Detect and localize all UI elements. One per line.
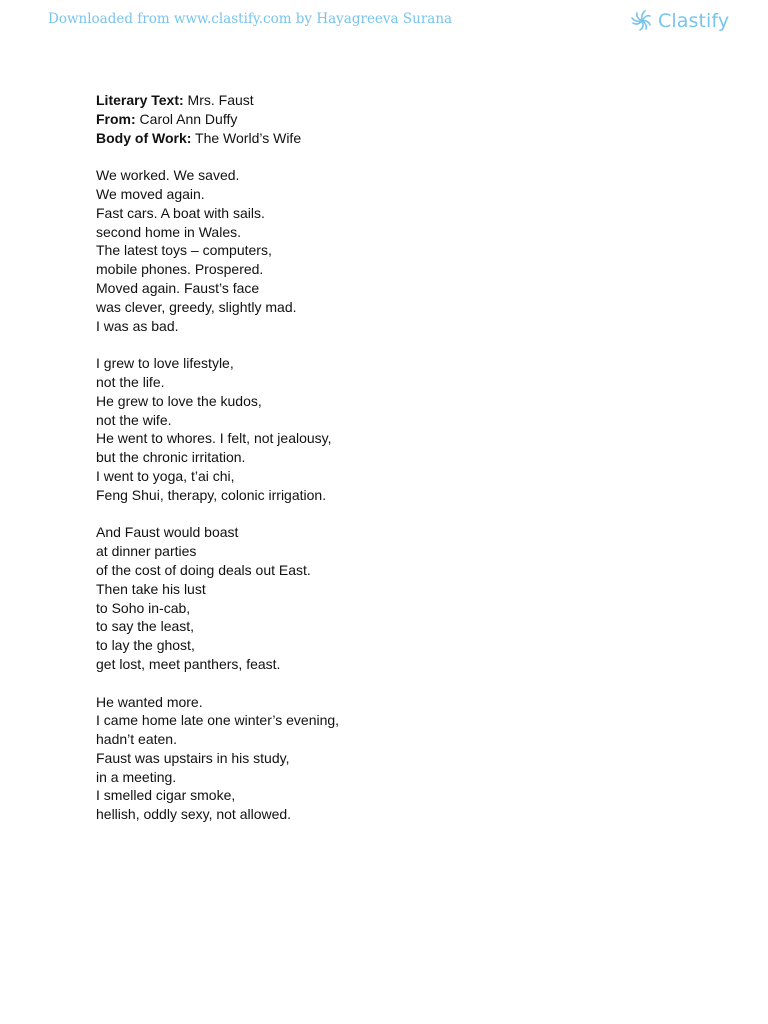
poem-line: And Faust would boast <box>96 524 239 541</box>
poem-line: He wanted more. <box>96 693 203 710</box>
literary-text-label: Literary Text: <box>96 92 184 108</box>
brand-logo[interactable] <box>628 7 729 35</box>
poem-line: He went to whores. I felt, not jealousy, <box>96 430 332 447</box>
poem-line: We moved again. <box>96 185 205 202</box>
poem-line: to Soho in-cab, <box>96 599 191 616</box>
poem-line: second home in Wales. <box>96 223 241 240</box>
poem-line: I smelled cigar smoke, <box>96 787 236 804</box>
literary-text-value: Mrs. Faust <box>183 92 254 108</box>
download-note[interactable]: Downloaded from www.clastify.com by Hayagreeva Surana <box>48 11 453 27</box>
body-of-work-value: The World’s Wife <box>191 129 302 146</box>
poem-line: Faust was upstairs in his study, <box>96 749 290 766</box>
poem-line: to say the least, <box>96 618 195 635</box>
poem-line: mobile phones. Prospered. <box>96 261 264 278</box>
poem <box>96 166 696 824</box>
poem-line: was clever, greedy, slightly mad. <box>96 298 297 315</box>
body-of-work-label: Body of Work: <box>96 129 192 146</box>
poem-line: at dinner parties <box>96 543 197 560</box>
poem-line: Fast cars. A boat with sails. <box>96 204 265 221</box>
poem-line: get lost, meet panthers, feast. <box>96 655 281 672</box>
poem-stanza <box>96 166 696 335</box>
document-meta <box>96 91 696 147</box>
poem-stanza <box>96 693 696 825</box>
poem-line: not the wife. <box>96 411 172 428</box>
document-body <box>96 91 696 824</box>
poem-line: I went to yoga, t’ai chi, <box>96 467 235 484</box>
poem-line: I was as bad. <box>96 317 179 334</box>
from-value: Carol Ann Duffy <box>135 110 238 127</box>
poem-line: but the chronic irritation. <box>96 449 246 466</box>
brand-name: Clastify <box>658 10 730 32</box>
poem-line: to lay the ghost, <box>96 637 195 654</box>
poem-stanza <box>96 354 696 504</box>
poem-line: Feng Shui, therapy, colonic irrigation. <box>96 486 327 503</box>
poem-line: hadn’t eaten. <box>96 731 177 748</box>
poem-line: The latest toys – computers, <box>96 242 272 259</box>
from-line <box>96 110 696 129</box>
poem-line: We worked. We saved. <box>96 167 240 184</box>
poem-stanza <box>96 523 696 673</box>
poem-line: of the cost of doing deals out East. <box>96 561 311 578</box>
poem-line: in a meeting. <box>96 768 177 785</box>
poem-line: not the life. <box>96 373 165 390</box>
poem-line: Moved again. Faust’s face <box>96 279 260 296</box>
poem-line: He grew to love the kudos, <box>96 392 262 409</box>
from-label: From: <box>96 110 136 127</box>
poem-line: I came home late one winter’s evening, <box>96 712 340 729</box>
poem-line: I grew to love lifestyle, <box>96 355 234 372</box>
literary-text-line <box>96 91 696 110</box>
body-of-work-line <box>96 129 696 148</box>
poem-line: hellish, oddly sexy, not allowed. <box>96 806 292 823</box>
clastify-logo-icon <box>628 7 656 35</box>
poem-line: Then take his lust <box>96 580 206 597</box>
